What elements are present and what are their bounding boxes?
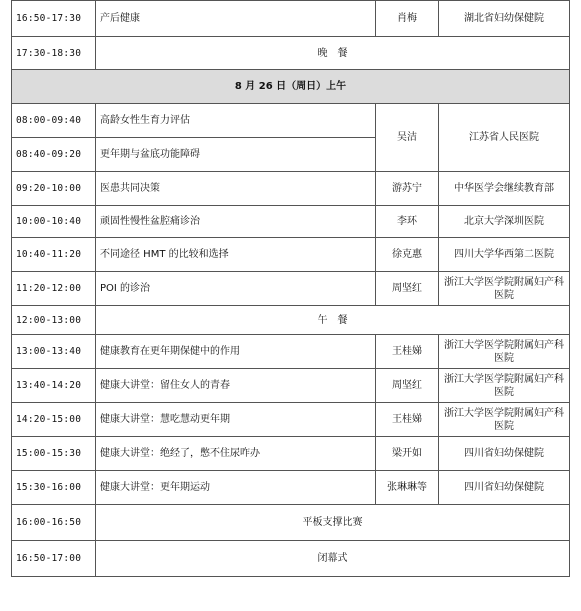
table-row [12,437,570,471]
institution-cell: 四川大学华西第二医院 [439,238,570,272]
topic-cell: 不同途径 HMT 的比较和选择 [96,238,376,272]
table-row [12,335,570,369]
institution-cell: 四川省妇幼保健院 [439,437,570,471]
table-row [12,471,570,505]
speaker-cell: 王桂娣 [376,335,439,369]
speaker-cell: 李环 [376,206,439,238]
topic-cell: 健康大讲堂：留住女人的青春 [96,369,376,403]
table-row [12,403,570,437]
table-row [12,1,570,37]
table-row [12,172,570,206]
time-cell: 13:40-14:20 [12,369,96,403]
speaker-cell: 张琳琳等 [376,471,439,505]
time-cell: 17:30-18:30 [12,37,96,70]
institution-cell: 浙江大学医学院附属妇产科医院 [439,272,570,306]
institution-cell: 浙江大学医学院附属妇产科医院 [439,369,570,403]
schedule-table [11,0,570,577]
speaker-cell: 游苏宁 [376,172,439,206]
time-cell: 16:50-17:00 [12,541,96,577]
time-cell: 15:00-15:30 [12,437,96,471]
topic-cell: 顽固性慢性盆腔痛诊治 [96,206,376,238]
speaker-cell: 吴洁 [376,104,439,172]
time-cell: 15:30-16:00 [12,471,96,505]
speaker-cell: 梁开如 [376,437,439,471]
time-cell: 14:20-15:00 [12,403,96,437]
institution-cell: 四川省妇幼保健院 [439,471,570,505]
time-cell: 16:00-16:50 [12,505,96,541]
time-cell: 10:00-10:40 [12,206,96,238]
time-cell: 11:20-12:00 [12,272,96,306]
institution-cell: 中华医学会继续教育部 [439,172,570,206]
time-cell: 12:00-13:00 [12,306,96,335]
topic-cell: POI 的诊治 [96,272,376,306]
time-cell: 09:20-10:00 [12,172,96,206]
time-cell: 10:40-11:20 [12,238,96,272]
table-row [12,238,570,272]
topic-cell: 产后健康 [96,1,376,37]
institution-cell: 江苏省人民医院 [439,104,570,172]
break-cell: 午 餐 [96,306,570,335]
topic-cell: 高龄女性生育力评估 [96,104,376,138]
table-row [12,37,570,70]
topic-cell: 健康大讲堂：绝经了，憋不住尿咋办 [96,437,376,471]
table-row [12,206,570,238]
time-cell: 08:00-09:40 [12,104,96,138]
break-cell: 平板支撑比赛 [96,505,570,541]
time-cell: 16:50-17:30 [12,1,96,37]
institution-cell: 浙江大学医学院附属妇产科医院 [439,403,570,437]
table-row [12,272,570,306]
break-cell: 闭幕式 [96,541,570,577]
topic-cell: 医患共同决策 [96,172,376,206]
time-cell: 08:40-09:20 [12,138,96,172]
table-row [12,104,570,138]
break-cell: 晚 餐 [96,37,570,70]
speaker-cell: 徐克惠 [376,238,439,272]
table-row [12,369,570,403]
speaker-cell: 王桂娣 [376,403,439,437]
speaker-cell: 肖梅 [376,1,439,37]
table-row [12,541,570,577]
speaker-cell: 周坚红 [376,369,439,403]
table-row [12,70,570,104]
institution-cell: 浙江大学医学院附属妇产科医院 [439,335,570,369]
time-cell: 13:00-13:40 [12,335,96,369]
speaker-cell: 周坚红 [376,272,439,306]
topic-cell: 健康大讲堂：慧吃慧动更年期 [96,403,376,437]
institution-cell: 湖北省妇幼保健院 [439,1,570,37]
table-row [12,306,570,335]
day-header: 8 月 26 日（周日）上午 [12,70,570,104]
institution-cell: 北京大学深圳医院 [439,206,570,238]
topic-cell: 健康教育在更年期保健中的作用 [96,335,376,369]
topic-cell: 健康大讲堂：更年期运动 [96,471,376,505]
table-row [12,505,570,541]
topic-cell: 更年期与盆底功能障碍 [96,138,376,172]
